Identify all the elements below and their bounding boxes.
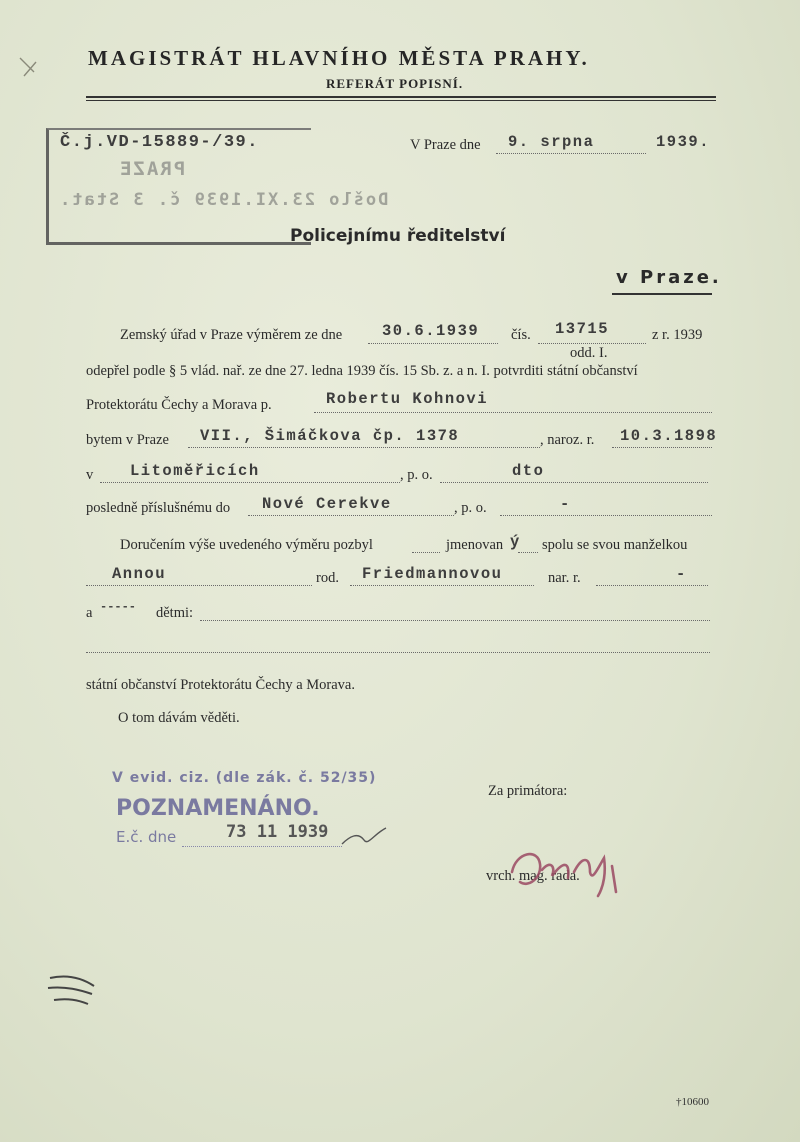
body-line-5-po-label: , p. o. bbox=[400, 467, 433, 483]
date-line bbox=[496, 153, 646, 154]
body-line-4-born-label: , naroz. r. bbox=[540, 432, 595, 448]
body-line-6-prefix: posledně příslušnému do bbox=[86, 500, 231, 516]
recipient-underline bbox=[612, 293, 712, 295]
decision-number: 13715 bbox=[555, 320, 610, 338]
spouse-birth-year: - bbox=[676, 565, 687, 583]
line-8-rod-dots bbox=[350, 585, 534, 586]
header-rule-thick bbox=[86, 96, 716, 98]
date-label: V Praze dne bbox=[410, 137, 481, 153]
line-7-dots-b bbox=[518, 552, 538, 553]
reference-number: Č.j.VD-15889-/39. bbox=[60, 133, 259, 152]
person-name: Robertu Kohnovi bbox=[326, 390, 489, 408]
spouse-name: Annou bbox=[112, 565, 167, 583]
body-line-9-a: a bbox=[86, 605, 93, 621]
evidence-stamp-line-3-label: E.č. dne bbox=[116, 828, 177, 846]
line-8-dots bbox=[86, 585, 312, 586]
line-1-date-dots bbox=[368, 343, 498, 344]
body-line-1-cis: čís. bbox=[511, 327, 531, 343]
stamp-line-1: PRAZE bbox=[118, 158, 186, 180]
date-year: 1939. bbox=[656, 133, 711, 151]
body-line-1-suffix: z r. 1939 bbox=[652, 327, 703, 343]
signature-for-mayor: Za primátora: bbox=[488, 783, 568, 799]
line-5-po-dots bbox=[440, 482, 708, 483]
body-line-6-po-label: , p. o. bbox=[454, 500, 487, 516]
stamp-line-2: Došlo 23.XI.1939 č. 3 Stat. bbox=[58, 190, 389, 210]
line-8-nar-dots bbox=[596, 585, 708, 586]
line-4-dots bbox=[188, 447, 540, 448]
body-line-12: O tom dávám věděti. bbox=[118, 710, 240, 726]
signature-icon bbox=[494, 842, 634, 904]
evidence-stamp-line-2: POZNAMENÁNO. bbox=[116, 796, 320, 821]
domicile-post-office: - bbox=[560, 495, 571, 513]
signature-title: vrch. mag. rada. bbox=[486, 868, 580, 884]
gender-suffix: ý bbox=[510, 533, 521, 551]
header-rule-thin bbox=[86, 100, 716, 101]
line-1-number-dots bbox=[538, 343, 646, 344]
line-10-dots bbox=[86, 652, 710, 653]
body-line-7-prefix: Doručením výše uvedeného výměru pozbyl bbox=[120, 537, 373, 553]
recipient-line-2: v Praze. bbox=[616, 267, 722, 288]
address: VII., Šimáčkova čp. 1378 bbox=[200, 427, 460, 445]
corner-mark-icon bbox=[16, 50, 42, 80]
body-line-1-prefix: Zemský úřad v Praze výměrem ze dne bbox=[120, 327, 343, 343]
body-line-11: státní občanství Protektorátu Čechy a Morava. bbox=[86, 677, 355, 693]
body-line-2: odepřel podle § 5 vlád. nař. ze dne 27. ledna 1939 čís. 15 Sb. z. a n. I. potvrditi státní občanství bbox=[86, 363, 638, 379]
birth-date: 10.3.1898 bbox=[620, 427, 718, 445]
body-line-7-suffix: spolu se svou manželkou bbox=[542, 537, 688, 553]
line-6-po-dots bbox=[500, 515, 712, 516]
line-6-dots bbox=[248, 515, 454, 516]
evidence-stamp-date: 73 11 1939 bbox=[226, 822, 329, 842]
evidence-stamp-line-1: V evid. ciz. (dle zák. č. 52/35) bbox=[112, 770, 377, 786]
domicile-place: Nové Cerekve bbox=[262, 495, 392, 513]
line-3-dots bbox=[314, 412, 712, 413]
decision-date: 30.6.1939 bbox=[382, 322, 480, 340]
body-line-5-prefix: v bbox=[86, 467, 94, 483]
birth-place: Litoměřicích bbox=[130, 462, 260, 480]
body-line-7-mid: jmenovan bbox=[446, 537, 504, 553]
body-line-3-prefix: Protektorátu Čechy a Morava p. bbox=[86, 397, 272, 413]
body-line-8-rod: rod. bbox=[316, 570, 339, 586]
line-4-born-dots bbox=[612, 447, 712, 448]
body-line-9-deti: dětmi: bbox=[156, 605, 194, 621]
initials-scribble-icon bbox=[340, 822, 390, 852]
document-title: MAGISTRÁT HLAVNÍHO MĚSTA PRAHY. bbox=[88, 46, 590, 70]
margin-mark-icon bbox=[44, 968, 100, 1010]
form-code: †10600 bbox=[676, 1096, 709, 1108]
body-line-4-prefix: bytem v Praze bbox=[86, 432, 169, 448]
body-line-1b: odd. I. bbox=[570, 345, 608, 361]
document-subtitle: REFERÁT POPISNÍ. bbox=[326, 76, 464, 91]
line-5-dots bbox=[100, 482, 400, 483]
children-fill: ----- bbox=[100, 600, 137, 614]
date-value: 9. srpna bbox=[508, 133, 595, 151]
line-9-dots bbox=[200, 620, 710, 621]
body-line-8-nar: nar. r. bbox=[548, 570, 581, 586]
birth-post-office: dto bbox=[512, 462, 545, 480]
line-7-dots-a bbox=[412, 552, 440, 553]
spouse-maiden-name: Friedmannovou bbox=[362, 565, 503, 583]
recipient-line-1: Policejnímu ředitelství bbox=[290, 226, 506, 246]
evidence-stamp-dots bbox=[182, 846, 342, 847]
